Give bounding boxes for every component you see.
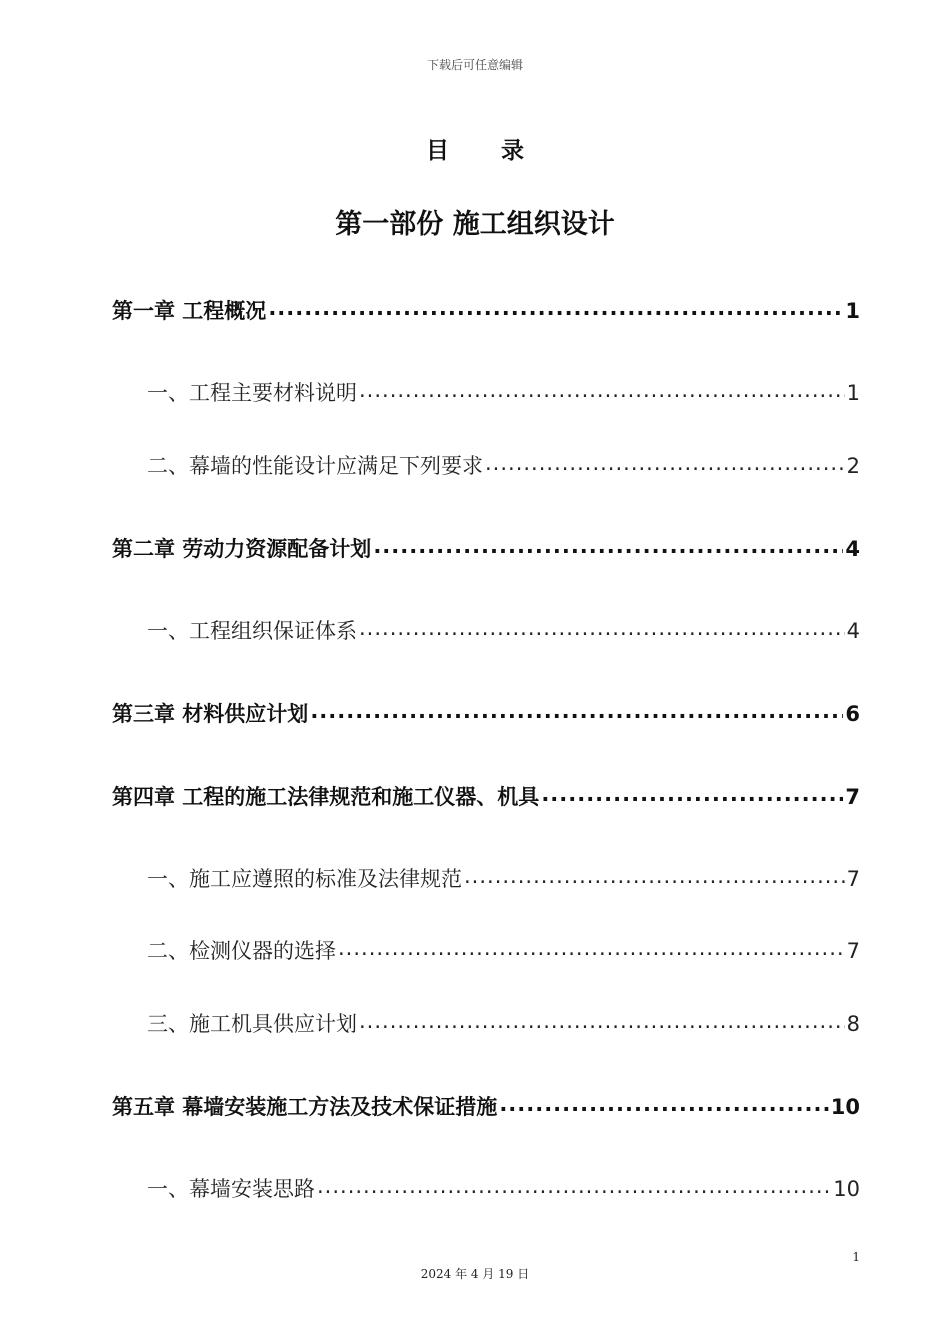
toc-leader-dots xyxy=(464,865,845,886)
toc-entry-label: 三、施工机具供应计划 xyxy=(147,1012,357,1036)
toc-entry-page: 4 xyxy=(845,537,860,561)
toc-entry-section-1-1[interactable] xyxy=(147,377,860,407)
toc-entry-page: 10 xyxy=(830,1095,860,1119)
toc-entry-section-4-3[interactable] xyxy=(147,1008,860,1038)
toc-entry-chapter-2[interactable] xyxy=(112,533,860,563)
toc-entry-label: 一、工程主要材料说明 xyxy=(147,381,357,405)
page-number: 1 xyxy=(852,1250,860,1264)
toc-title: 目 录 xyxy=(425,138,546,164)
toc-leader-dots xyxy=(359,379,845,400)
toc-entry-section-2-1[interactable] xyxy=(147,615,860,645)
toc-entry-chapter-1[interactable] xyxy=(112,295,860,325)
toc-entry-page: 8 xyxy=(846,1012,860,1036)
toc-entry-page: 1 xyxy=(845,299,860,323)
toc-entry-page: 7 xyxy=(845,785,860,809)
toc-entry-page: 4 xyxy=(846,619,860,643)
toc-entry-chapter-3[interactable] xyxy=(112,698,860,728)
toc-entry-label: 二、幕墙的性能设计应满足下列要求 xyxy=(147,454,483,478)
toc-leader-dots xyxy=(485,452,845,473)
toc-entry-page: 7 xyxy=(846,867,860,891)
toc-entry-label: 第一章 工程概况 xyxy=(112,299,267,323)
toc-entry-page: 7 xyxy=(846,939,860,963)
toc-entry-label: 一、幕墙安装思路 xyxy=(147,1177,315,1201)
toc-entry-label: 第三章 材料供应计划 xyxy=(112,702,309,726)
toc-leader-dots xyxy=(359,1010,845,1031)
toc-entry-page: 1 xyxy=(846,381,860,405)
toc-leader-dots xyxy=(499,1093,828,1114)
toc-entry-section-4-1[interactable] xyxy=(147,863,860,893)
toc-entry-page: 10 xyxy=(833,1177,860,1201)
toc-entry-label: 一、工程组织保证体系 xyxy=(147,619,357,643)
toc-entry-label: 一、施工应遵照的标准及法律规范 xyxy=(147,867,462,891)
toc-entry-label: 第四章 工程的施工法律规范和施工仪器、机具 xyxy=(112,785,540,809)
toc-entry-page: 6 xyxy=(845,702,860,726)
toc-leader-dots xyxy=(310,700,843,721)
toc-entry-section-1-2[interactable] xyxy=(147,450,860,480)
footer-date: 2024 年 4 月 19 日 xyxy=(420,1267,530,1281)
part-title: 第一部份 施工组织设计 xyxy=(335,209,615,240)
toc-entry-section-5-1[interactable] xyxy=(147,1173,860,1203)
toc-entry-section-4-2[interactable] xyxy=(147,935,860,965)
page-header-note: 下载后可任意编辑 xyxy=(426,58,523,72)
toc-entry-label: 二、检测仪器的选择 xyxy=(147,939,336,963)
toc-entry-label: 第五章 幕墙安装施工方法及技术保证措施 xyxy=(112,1095,498,1119)
toc-leader-dots xyxy=(338,937,845,958)
toc-entry-page: 2 xyxy=(846,454,860,478)
toc-leader-dots xyxy=(359,617,845,638)
toc-entry-label: 第二章 劳动力资源配备计划 xyxy=(112,537,372,561)
toc-leader-dots xyxy=(373,535,843,556)
toc-entry-chapter-4[interactable] xyxy=(112,781,860,811)
toc-leader-dots xyxy=(268,297,843,318)
toc-leader-dots xyxy=(317,1175,831,1196)
toc-leader-dots xyxy=(541,783,843,804)
toc-entry-chapter-5[interactable] xyxy=(112,1091,860,1121)
